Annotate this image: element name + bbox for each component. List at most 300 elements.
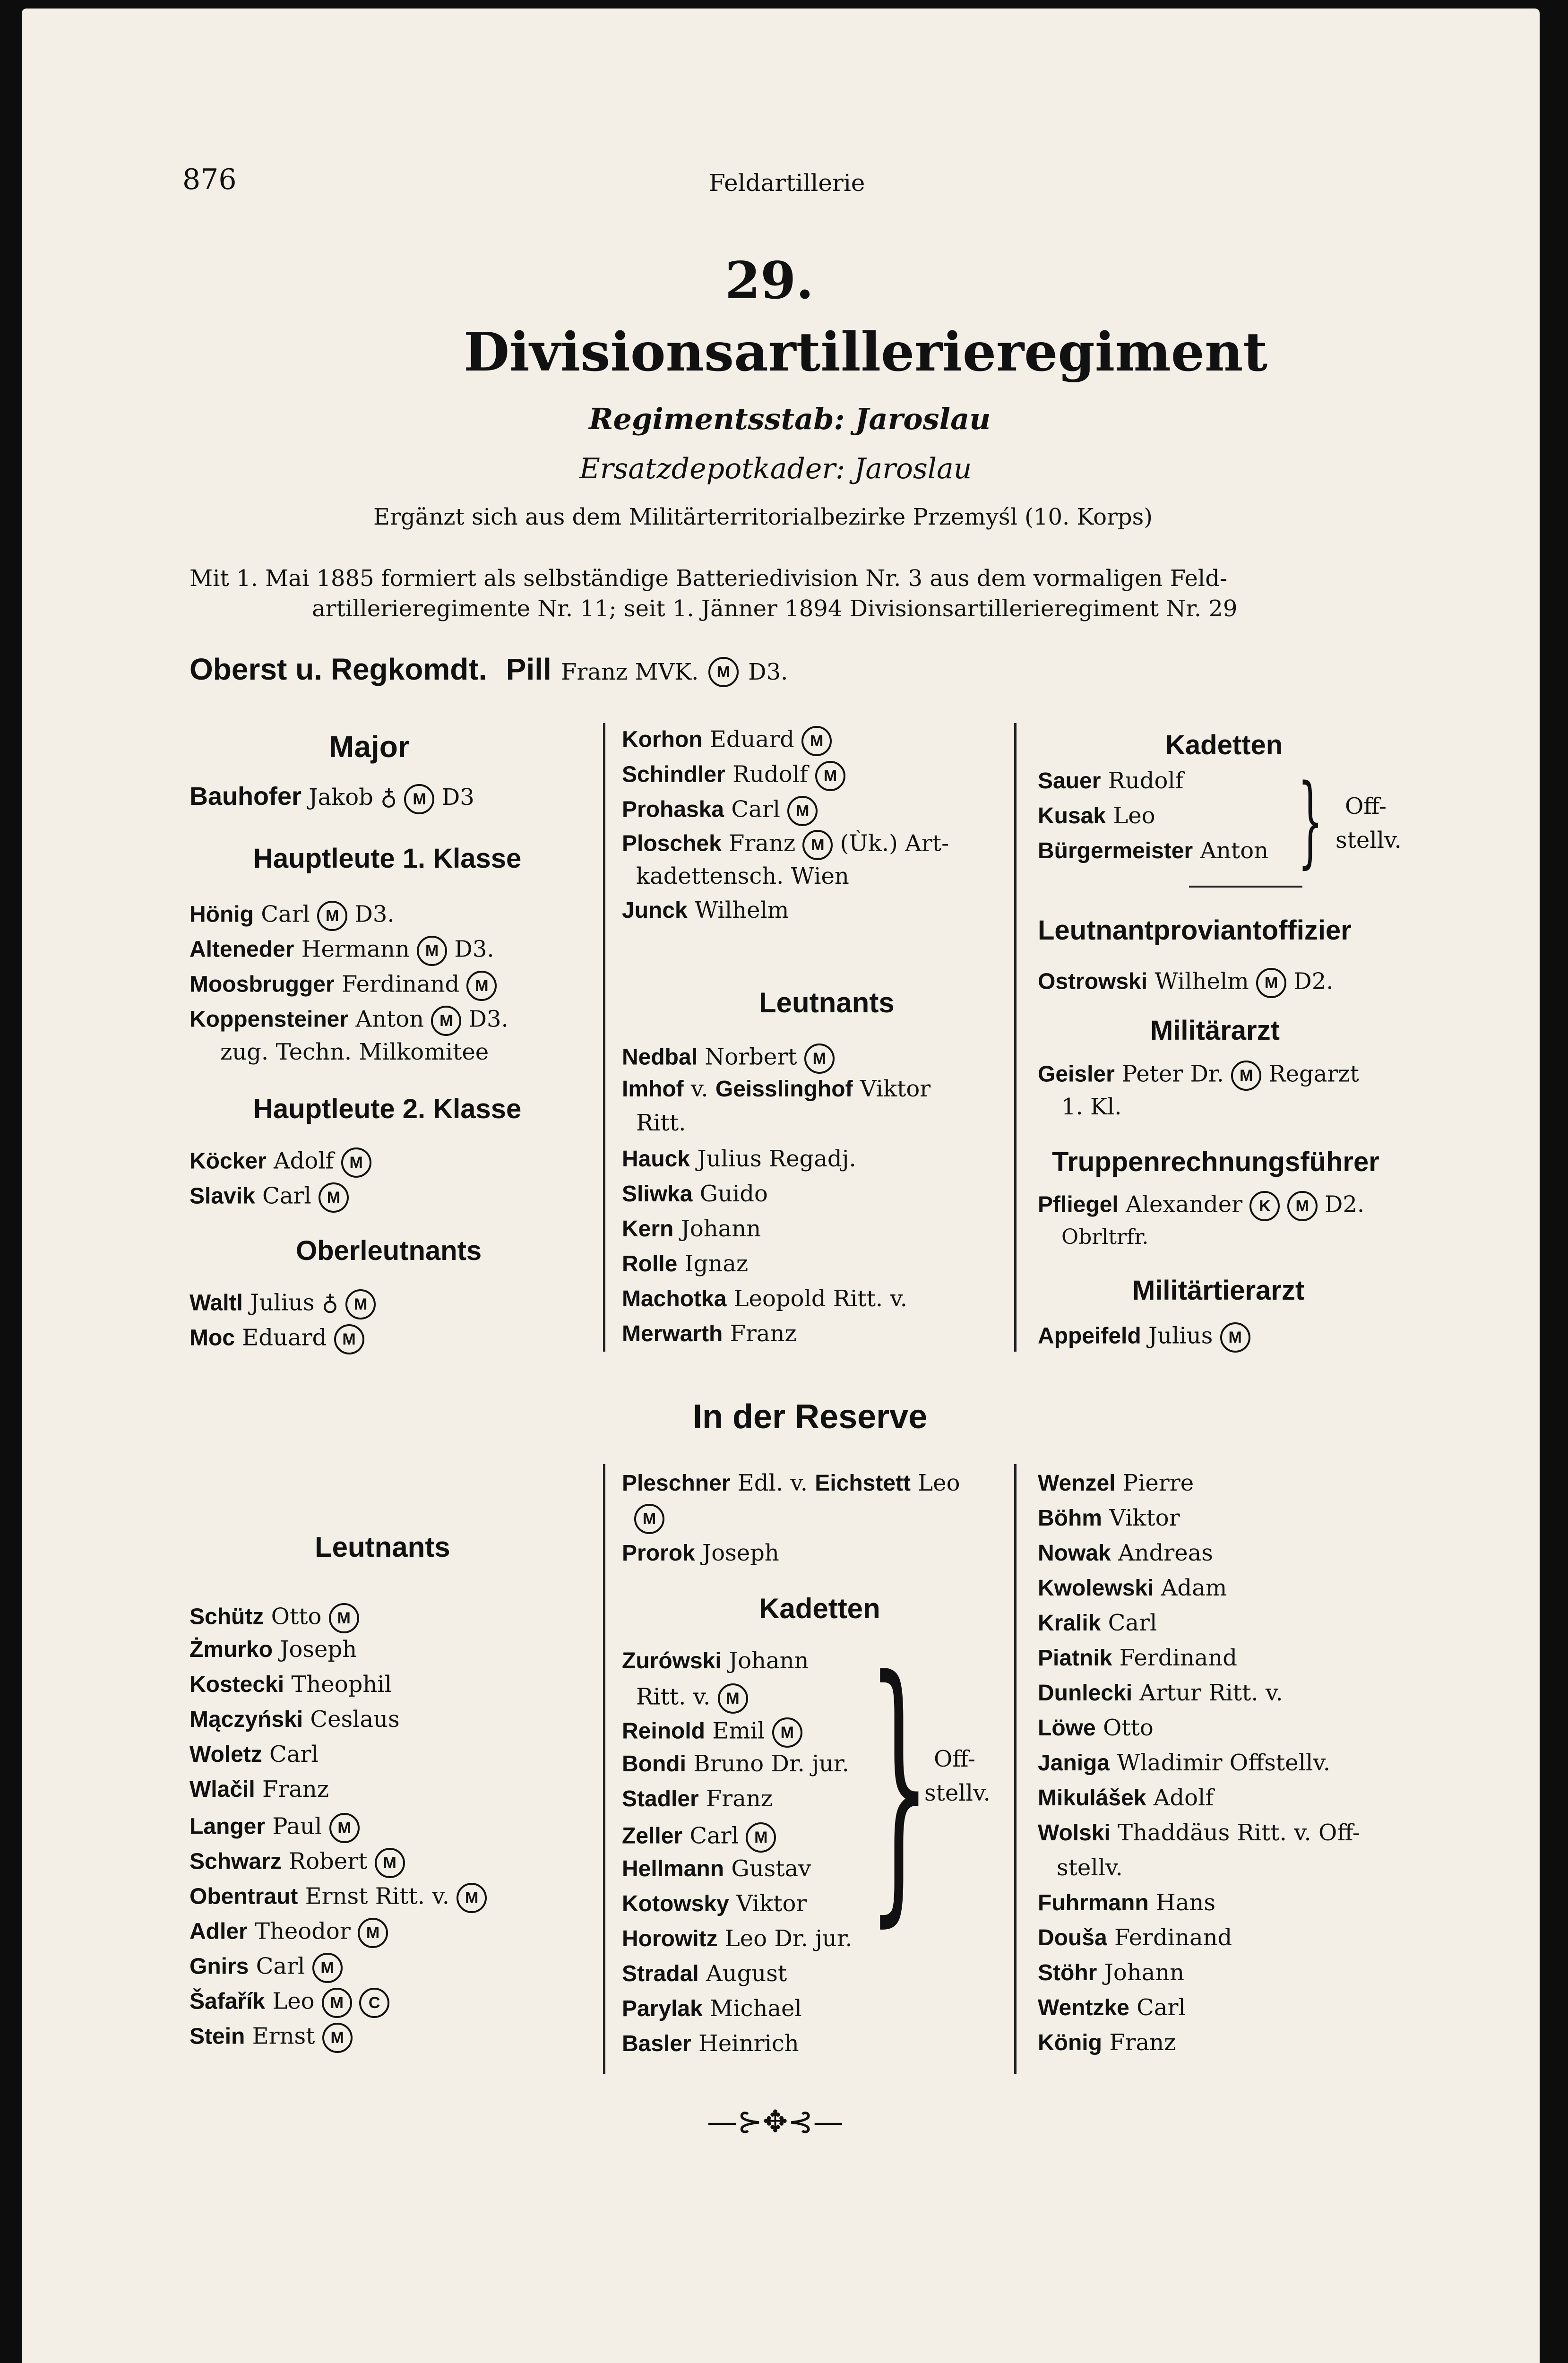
junck-given: Wilhelm xyxy=(695,897,789,923)
entry-surname: Gnirs xyxy=(190,1954,249,1979)
list-item xyxy=(190,1603,359,1633)
junck-entry xyxy=(622,899,789,922)
decoration-m-icon: M xyxy=(457,1883,487,1913)
oberleutnants-heading: Oberleutnants xyxy=(296,1235,482,1266)
entry-given: Ferdinand xyxy=(341,971,460,998)
entry-surname: Stradal xyxy=(622,1961,699,1986)
entry-surname: Wenzel xyxy=(1038,1471,1116,1496)
page-number: 876 xyxy=(182,163,237,196)
entry-given: Franz xyxy=(262,1776,329,1802)
list-item xyxy=(622,1892,807,1915)
entry-given: Otto xyxy=(271,1603,322,1630)
entry-given: Carl xyxy=(262,1182,311,1209)
entry-surname: Šafařík xyxy=(190,1989,266,2014)
entry-given: Carl xyxy=(731,796,781,823)
kadetten-note-1: Off- xyxy=(1345,793,1387,819)
decoration-m-icon: M xyxy=(1256,968,1286,998)
entry-given: Carl xyxy=(269,1741,319,1768)
arzt-given: Peter Dr. xyxy=(1122,1061,1224,1087)
decoration-m-icon: M xyxy=(329,1813,360,1843)
entry-surname: Kralik xyxy=(1038,1611,1101,1636)
entry-surname: Schindler xyxy=(622,762,725,787)
prorok-given: Joseph xyxy=(702,1540,779,1566)
list-item xyxy=(1038,1647,1237,1670)
decoration-m-icon: M xyxy=(404,784,434,814)
list-item xyxy=(1038,2031,1176,2054)
order-cross-icon: ♁ xyxy=(380,784,397,811)
entry-surname: Machotka xyxy=(622,1286,727,1311)
list-item xyxy=(622,761,845,791)
entry-given: Bruno Dr. jur. xyxy=(693,1751,849,1777)
entry-given: Pierre xyxy=(1122,1470,1194,1496)
entry-given: Johann xyxy=(681,1216,761,1242)
entry-given: Wladimir Offstellv. xyxy=(1117,1750,1330,1776)
entry-surname: Hauck xyxy=(622,1147,690,1172)
pleschner-mark xyxy=(634,1504,664,1534)
regiment-number: 29. xyxy=(725,251,814,310)
list-item xyxy=(190,936,494,966)
entry-surname: Fuhrmann xyxy=(1038,1890,1149,1915)
entry-surname: Parylak xyxy=(622,1996,703,2021)
history-line-1: Mit 1. Mai 1885 formiert als selbständige Batteriedivision Nr. 3 aus dem vormaligen Feld- xyxy=(190,565,1228,592)
list-item xyxy=(622,1287,907,1311)
list-item xyxy=(190,1324,364,1354)
entry-given: Andreas xyxy=(1118,1540,1213,1566)
list-item xyxy=(1038,1821,1360,1845)
imhof-given: Viktor xyxy=(860,1076,931,1102)
entry-given: Leopold Ritt. v. xyxy=(733,1285,908,1312)
entry-surname: Alteneder xyxy=(190,937,294,962)
commander-surname: Pill xyxy=(506,652,551,686)
decoration-m-icon: M xyxy=(772,1717,802,1748)
zurowski-given: Johann xyxy=(728,1647,809,1674)
entry-given: Viktor xyxy=(736,1890,807,1917)
separator xyxy=(1189,886,1302,888)
decoration-m-icon: M xyxy=(312,1953,343,1983)
entry-surname: Mikulášek xyxy=(1038,1785,1146,1811)
decoration-m-icon: M xyxy=(801,726,832,756)
list-item xyxy=(1038,804,1155,828)
imhof-cont: Ritt. xyxy=(636,1110,686,1136)
entry-surname: Kostecki xyxy=(190,1672,284,1697)
list-item xyxy=(190,1918,388,1948)
entry-surname: Hellmann xyxy=(622,1856,724,1881)
entry-given: Theodor xyxy=(254,1918,351,1945)
decoration-m-icon: M xyxy=(322,1988,352,2018)
entry-given: Adam xyxy=(1161,1575,1227,1601)
entry-given: Joseph xyxy=(280,1636,357,1663)
list-item xyxy=(622,1147,856,1171)
entry-surname: Schütz xyxy=(190,1604,264,1630)
decoration-m-icon: M xyxy=(815,761,845,791)
entry-surname: Adler xyxy=(190,1919,248,1944)
entry-surname: Waltl xyxy=(190,1290,243,1316)
entry-given: Robert xyxy=(289,1848,368,1875)
entry-surname: Korhon xyxy=(622,727,703,752)
ploschek-note-cont: kadettensch. Wien xyxy=(636,863,849,889)
commander-given: Franz MVK. xyxy=(561,659,699,685)
entry-surname: Bürgermeister xyxy=(1038,838,1193,863)
entry-surname: Merwarth xyxy=(622,1321,723,1346)
entry-given: Ferdinand xyxy=(1114,1924,1232,1951)
entry-surname: Wlačil xyxy=(190,1777,255,1802)
entry-surname: Reinold xyxy=(622,1718,705,1744)
decoration-m-icon: M xyxy=(417,936,447,966)
arzt-surname: Geisler xyxy=(1038,1061,1115,1087)
history-line-2: artillerieregimente Nr. 11; seit 1. Jänner 1894 Divisionsartillerieregiment Nr. 29 xyxy=(312,595,1238,622)
entry-surname: Sauer xyxy=(1038,768,1101,793)
entry-given: Anton xyxy=(1200,837,1269,864)
list-item xyxy=(622,1787,773,1811)
list-item xyxy=(190,1813,360,1843)
list-item xyxy=(622,726,832,756)
entry-given: Thaddäus Ritt. v. Off- xyxy=(1118,1820,1360,1846)
list-item xyxy=(190,1638,357,1661)
decoration-m-icon: M xyxy=(804,1044,835,1074)
zurowski-surname: Zurówski xyxy=(622,1648,722,1673)
entry-given: Adolf xyxy=(274,1147,334,1174)
commander-line xyxy=(190,654,788,687)
entry-given: Ignaz xyxy=(684,1250,749,1277)
list-item xyxy=(622,1962,787,1985)
list-item xyxy=(190,1988,389,2018)
entry-given: Johann xyxy=(1104,1959,1185,1986)
tierarzt-given: Julius xyxy=(1148,1322,1213,1349)
list-item xyxy=(1038,1612,1157,1635)
recruit-line: Ergänzt sich aus dem Militärterritorialbezirke Przemyśl (10. Korps) xyxy=(373,504,1153,530)
list-item xyxy=(190,1778,329,1801)
kadetten-note-2: stellv. xyxy=(1335,827,1402,854)
entry-surname: Basler xyxy=(622,2031,691,2056)
entry-given: Guido xyxy=(699,1181,768,1207)
entry-given: Gustav xyxy=(731,1855,811,1882)
list-item xyxy=(622,1182,768,1206)
entry-given: Anton xyxy=(355,1006,424,1033)
decoration-m-icon: M xyxy=(375,1848,405,1878)
decoration-c-icon: C xyxy=(359,1988,389,2018)
entry-given: Paul xyxy=(272,1813,322,1840)
decoration-m-icon: M xyxy=(708,657,739,687)
list-item xyxy=(1038,769,1183,793)
entry-given: Franz xyxy=(730,1320,797,1347)
entry-given: Leo xyxy=(1113,802,1155,829)
ploschek-given: Franz xyxy=(729,830,796,857)
truppen-given: Alexander xyxy=(1125,1191,1243,1218)
pleschner-surname2: Eichstett xyxy=(815,1471,911,1496)
entry-given: Emil xyxy=(712,1717,765,1744)
list-item xyxy=(190,1673,392,1696)
entry-surname: Obentraut xyxy=(190,1884,298,1909)
hauptleute1-heading: Hauptleute 1. Klasse xyxy=(253,843,522,874)
entry-given: Artur Ritt. v. xyxy=(1139,1680,1283,1706)
entry-given: Carl xyxy=(1137,1994,1186,2021)
entry-suffix: D3. xyxy=(468,1006,508,1033)
list-item xyxy=(1038,1577,1227,1600)
entry-suffix: D3. xyxy=(354,901,395,928)
entry-given: Carl xyxy=(689,1822,739,1849)
entry-given: Rudolf xyxy=(1108,768,1184,794)
column-divider xyxy=(603,723,605,1352)
decoration-m-icon: M xyxy=(787,796,818,826)
entry-given: Carl xyxy=(261,901,310,928)
commander-rank: Oberst u. Regkomdt. xyxy=(190,652,487,686)
nedbal-surname: Nedbal xyxy=(622,1044,698,1070)
list-item xyxy=(1038,1751,1330,1775)
list-item xyxy=(622,1997,802,2020)
entry-surname: Kwolewski xyxy=(1038,1576,1154,1601)
list-item xyxy=(1057,1856,1123,1879)
entry-surname: Żmurko xyxy=(190,1637,273,1662)
prov-entry xyxy=(1038,968,1334,998)
list-item xyxy=(190,1147,371,1178)
entry-surname: Stein xyxy=(190,2024,245,2049)
leutnants-heading: Leutnants xyxy=(759,987,895,1018)
imhof-surname2: Geisslinghof xyxy=(715,1077,853,1102)
document-page xyxy=(22,9,1540,2363)
entry-given: Leo xyxy=(272,1988,315,2015)
entry-given: Hermann xyxy=(301,936,410,963)
major-heading: Major xyxy=(329,730,410,764)
column-divider xyxy=(1014,723,1017,1352)
decoration-m-icon: M xyxy=(329,1603,359,1633)
tierarzt-entry xyxy=(1038,1322,1250,1353)
reserve-kadetten-note-1: Off- xyxy=(934,1746,975,1772)
decoration-m-icon: M xyxy=(718,1683,748,1714)
zurowski-cont xyxy=(636,1683,748,1714)
reserve-leutnants-heading: Leutnants xyxy=(315,1531,450,1563)
entry-surname: Wolski xyxy=(1038,1820,1111,1846)
ploschek-note: (Ùk.) Art- xyxy=(840,830,949,857)
list-item xyxy=(1038,1961,1184,1984)
zurowski-cont-text: Ritt. v. xyxy=(636,1683,711,1710)
entry-given: Hans xyxy=(1155,1889,1215,1916)
truppen-cont: Obrltrfr. xyxy=(1061,1225,1149,1249)
list-item xyxy=(1038,1507,1180,1530)
entry-surname: Langer xyxy=(190,1814,266,1839)
entry-given: Ceslaus xyxy=(310,1706,400,1733)
entry-given: Adolf xyxy=(1153,1785,1214,1811)
entry-surname: Kern xyxy=(622,1216,674,1242)
tierarzt-heading: Militärtierarzt xyxy=(1132,1275,1305,1306)
imhof-surname: Imhof xyxy=(622,1077,684,1102)
entry-surname: Schwarz xyxy=(190,1849,282,1874)
entry-surname: Köcker xyxy=(190,1148,267,1174)
list-item xyxy=(190,971,497,1001)
list-item xyxy=(1038,1996,1186,2019)
entry-surname: Stöhr xyxy=(1038,1960,1097,1985)
list-item xyxy=(622,1752,849,1776)
decoration-m-icon: M xyxy=(341,1147,371,1178)
list-item xyxy=(622,1822,776,1853)
major-suffix: D3 xyxy=(441,784,474,811)
hauptleute2-heading: Hauptleute 2. Klasse xyxy=(253,1094,522,1124)
entry-surname: Wentzke xyxy=(1038,1995,1129,2020)
list-item xyxy=(1038,1926,1232,1949)
prov-surname: Ostrowski xyxy=(1038,969,1148,994)
decoration-m-icon: M xyxy=(317,901,347,931)
entry-given: Theophil xyxy=(291,1671,392,1698)
tierarzt-surname: Appeifeld xyxy=(1038,1323,1141,1349)
list-item xyxy=(1038,1682,1283,1705)
entry-surname: Kotowsky xyxy=(622,1891,729,1916)
entry-surname: Böhm xyxy=(1038,1506,1102,1531)
decoration-m-icon: M xyxy=(322,2023,353,2053)
entry-given: Eduard xyxy=(242,1324,327,1351)
entry-surname: Löwe xyxy=(1038,1716,1096,1741)
depot-line: Ersatzdepotkader: Jaroslau xyxy=(579,452,972,485)
ornament-divider: —⊱✥⊰— xyxy=(707,2104,844,2139)
reserve-heading: In der Reserve xyxy=(693,1398,928,1436)
entry-given: August xyxy=(706,1960,787,1987)
major-surname: Bauhofer xyxy=(190,782,302,811)
nedbal-entry xyxy=(622,1044,835,1074)
column-divider xyxy=(1014,1464,1017,2074)
prov-suffix: D2. xyxy=(1293,968,1334,995)
major-entry xyxy=(190,784,474,814)
decoration-m-icon: M xyxy=(358,1918,388,1948)
running-title: Feldartillerie xyxy=(709,169,865,197)
list-item xyxy=(622,1927,853,1950)
entry-surname: Koppensteiner xyxy=(190,1007,349,1032)
decoration-m-icon: M xyxy=(334,1324,364,1354)
reserve-kadetten-heading: Kadetten xyxy=(759,1593,880,1624)
decoration-m-icon: M xyxy=(746,1822,776,1853)
decoration-m-icon: M xyxy=(466,971,497,1001)
pleschner-particle: Edl. v. xyxy=(737,1470,808,1496)
list-item xyxy=(622,1322,797,1345)
list-item xyxy=(1038,1472,1194,1495)
list-item xyxy=(190,1708,400,1731)
list-item xyxy=(622,796,818,826)
decoration-m-icon: M xyxy=(1231,1061,1261,1091)
ploschek-entry xyxy=(622,830,949,860)
decoration-k-icon: K xyxy=(1249,1191,1280,1221)
entry-surname: Janiga xyxy=(1038,1751,1110,1776)
entry-surname: Moosbrugger xyxy=(190,972,335,997)
decoration-m-icon: M xyxy=(345,1289,376,1319)
imhof-particle: v. xyxy=(690,1076,708,1102)
entry-given: Rudolf xyxy=(732,761,808,788)
entry-surname: Sliwka xyxy=(622,1182,693,1207)
entry-surname: Stadler xyxy=(622,1786,699,1811)
entry-given: Leo Dr. jur. xyxy=(724,1925,853,1952)
arzt-suffix: Regarzt xyxy=(1268,1061,1359,1087)
entry-given: stellv. xyxy=(1057,1854,1123,1881)
entry-given: Viktor xyxy=(1109,1505,1180,1531)
list-item xyxy=(622,1252,748,1276)
list-item xyxy=(190,1743,319,1766)
list-item xyxy=(1038,1786,1214,1810)
commander-suffix: D3. xyxy=(748,659,788,685)
entry-given: Ernst Ritt. v. xyxy=(305,1883,449,1910)
hauptleute1-note: zug. Techn. Milkomitee xyxy=(220,1039,489,1065)
list-item xyxy=(622,1857,811,1880)
major-given: Jakob xyxy=(309,784,373,811)
prov-heading: Leutnantproviantoffizier xyxy=(1038,915,1352,946)
kadetten-heading: Kadetten xyxy=(1165,730,1283,760)
junck-surname: Junck xyxy=(622,898,688,923)
entry-surname: Douša xyxy=(1038,1925,1107,1950)
entry-surname: Woletz xyxy=(190,1742,262,1767)
list-item xyxy=(622,1217,761,1241)
pleschner-entry xyxy=(622,1472,960,1495)
entry-given: Ferdinand xyxy=(1119,1645,1237,1671)
decoration-m-icon: M xyxy=(802,830,833,860)
brace: } xyxy=(1298,763,1323,879)
zurowski-entry xyxy=(622,1649,809,1673)
entry-given: Heinrich xyxy=(698,2030,799,2057)
truppen-entry xyxy=(1038,1191,1364,1221)
list-item xyxy=(190,1289,376,1319)
entry-surname: Dunlecki xyxy=(1038,1681,1133,1706)
regiment-name: Divisionsartillerieregiment xyxy=(464,321,1268,383)
entry-surname: Moc xyxy=(190,1325,235,1351)
arzt-heading: Militärarzt xyxy=(1150,1015,1280,1046)
arzt-entry xyxy=(1038,1061,1359,1091)
entry-given: Carl xyxy=(256,1953,305,1980)
order-cross-icon: ♁ xyxy=(321,1289,338,1316)
entry-surname: Nowak xyxy=(1038,1541,1111,1566)
list-item xyxy=(1038,1891,1215,1915)
list-item xyxy=(1038,1716,1154,1740)
decoration-m-icon: M xyxy=(1220,1322,1250,1353)
entry-surname: Zeller xyxy=(622,1823,683,1849)
entry-given: Franz xyxy=(1109,2029,1176,2056)
truppen-surname: Pfliegel xyxy=(1038,1192,1119,1217)
entry-surname: Prohaska xyxy=(622,797,724,822)
entry-suffix: D3. xyxy=(454,936,494,963)
list-item xyxy=(190,1848,405,1878)
staff-line: Regimentsstab: Jaroslau xyxy=(589,402,991,436)
entry-surname: Mączyński xyxy=(190,1707,303,1732)
list-item xyxy=(190,901,395,931)
entry-surname: Piatnik xyxy=(1038,1646,1112,1671)
entry-given: Julius Regadj. xyxy=(697,1146,856,1172)
list-item xyxy=(622,1717,802,1748)
entry-surname: Slavik xyxy=(190,1183,255,1209)
entry-given: Carl xyxy=(1108,1610,1157,1636)
imhof-entry xyxy=(622,1078,930,1101)
nedbal-given: Norbert xyxy=(705,1044,797,1070)
prov-given: Wilhelm xyxy=(1154,968,1249,995)
prorok-surname: Prorok xyxy=(622,1541,695,1566)
decoration-m-icon: M xyxy=(1287,1191,1318,1221)
pleschner-surname: Pleschner xyxy=(622,1471,731,1496)
entry-surname: König xyxy=(1038,2030,1102,2055)
list-item xyxy=(190,1883,487,1913)
entry-given: Ernst xyxy=(252,2023,315,2050)
list-item xyxy=(1038,1542,1213,1565)
entry-surname: Hönig xyxy=(190,902,254,927)
pleschner-given: Leo xyxy=(918,1470,960,1496)
reserve-kadetten-note-2: stellv. xyxy=(924,1780,991,1806)
decoration-m-icon: M xyxy=(319,1182,349,1213)
entry-given: Otto xyxy=(1103,1715,1154,1741)
column-divider xyxy=(603,1464,605,2074)
decoration-m-icon: M xyxy=(634,1504,664,1534)
entry-given: Franz xyxy=(706,1785,773,1812)
list-item xyxy=(190,1953,343,1983)
entry-surname: Kusak xyxy=(1038,803,1106,828)
list-item xyxy=(190,2023,353,2053)
ploschek-surname: Ploschek xyxy=(622,831,722,856)
list-item xyxy=(190,1182,349,1213)
entry-given: Julius xyxy=(250,1289,315,1316)
entry-given: Michael xyxy=(710,1995,802,2022)
truppen-suffix: D2. xyxy=(1324,1191,1365,1218)
entry-surname: Rolle xyxy=(622,1251,678,1276)
entry-surname: Horowitz xyxy=(622,1926,718,1951)
